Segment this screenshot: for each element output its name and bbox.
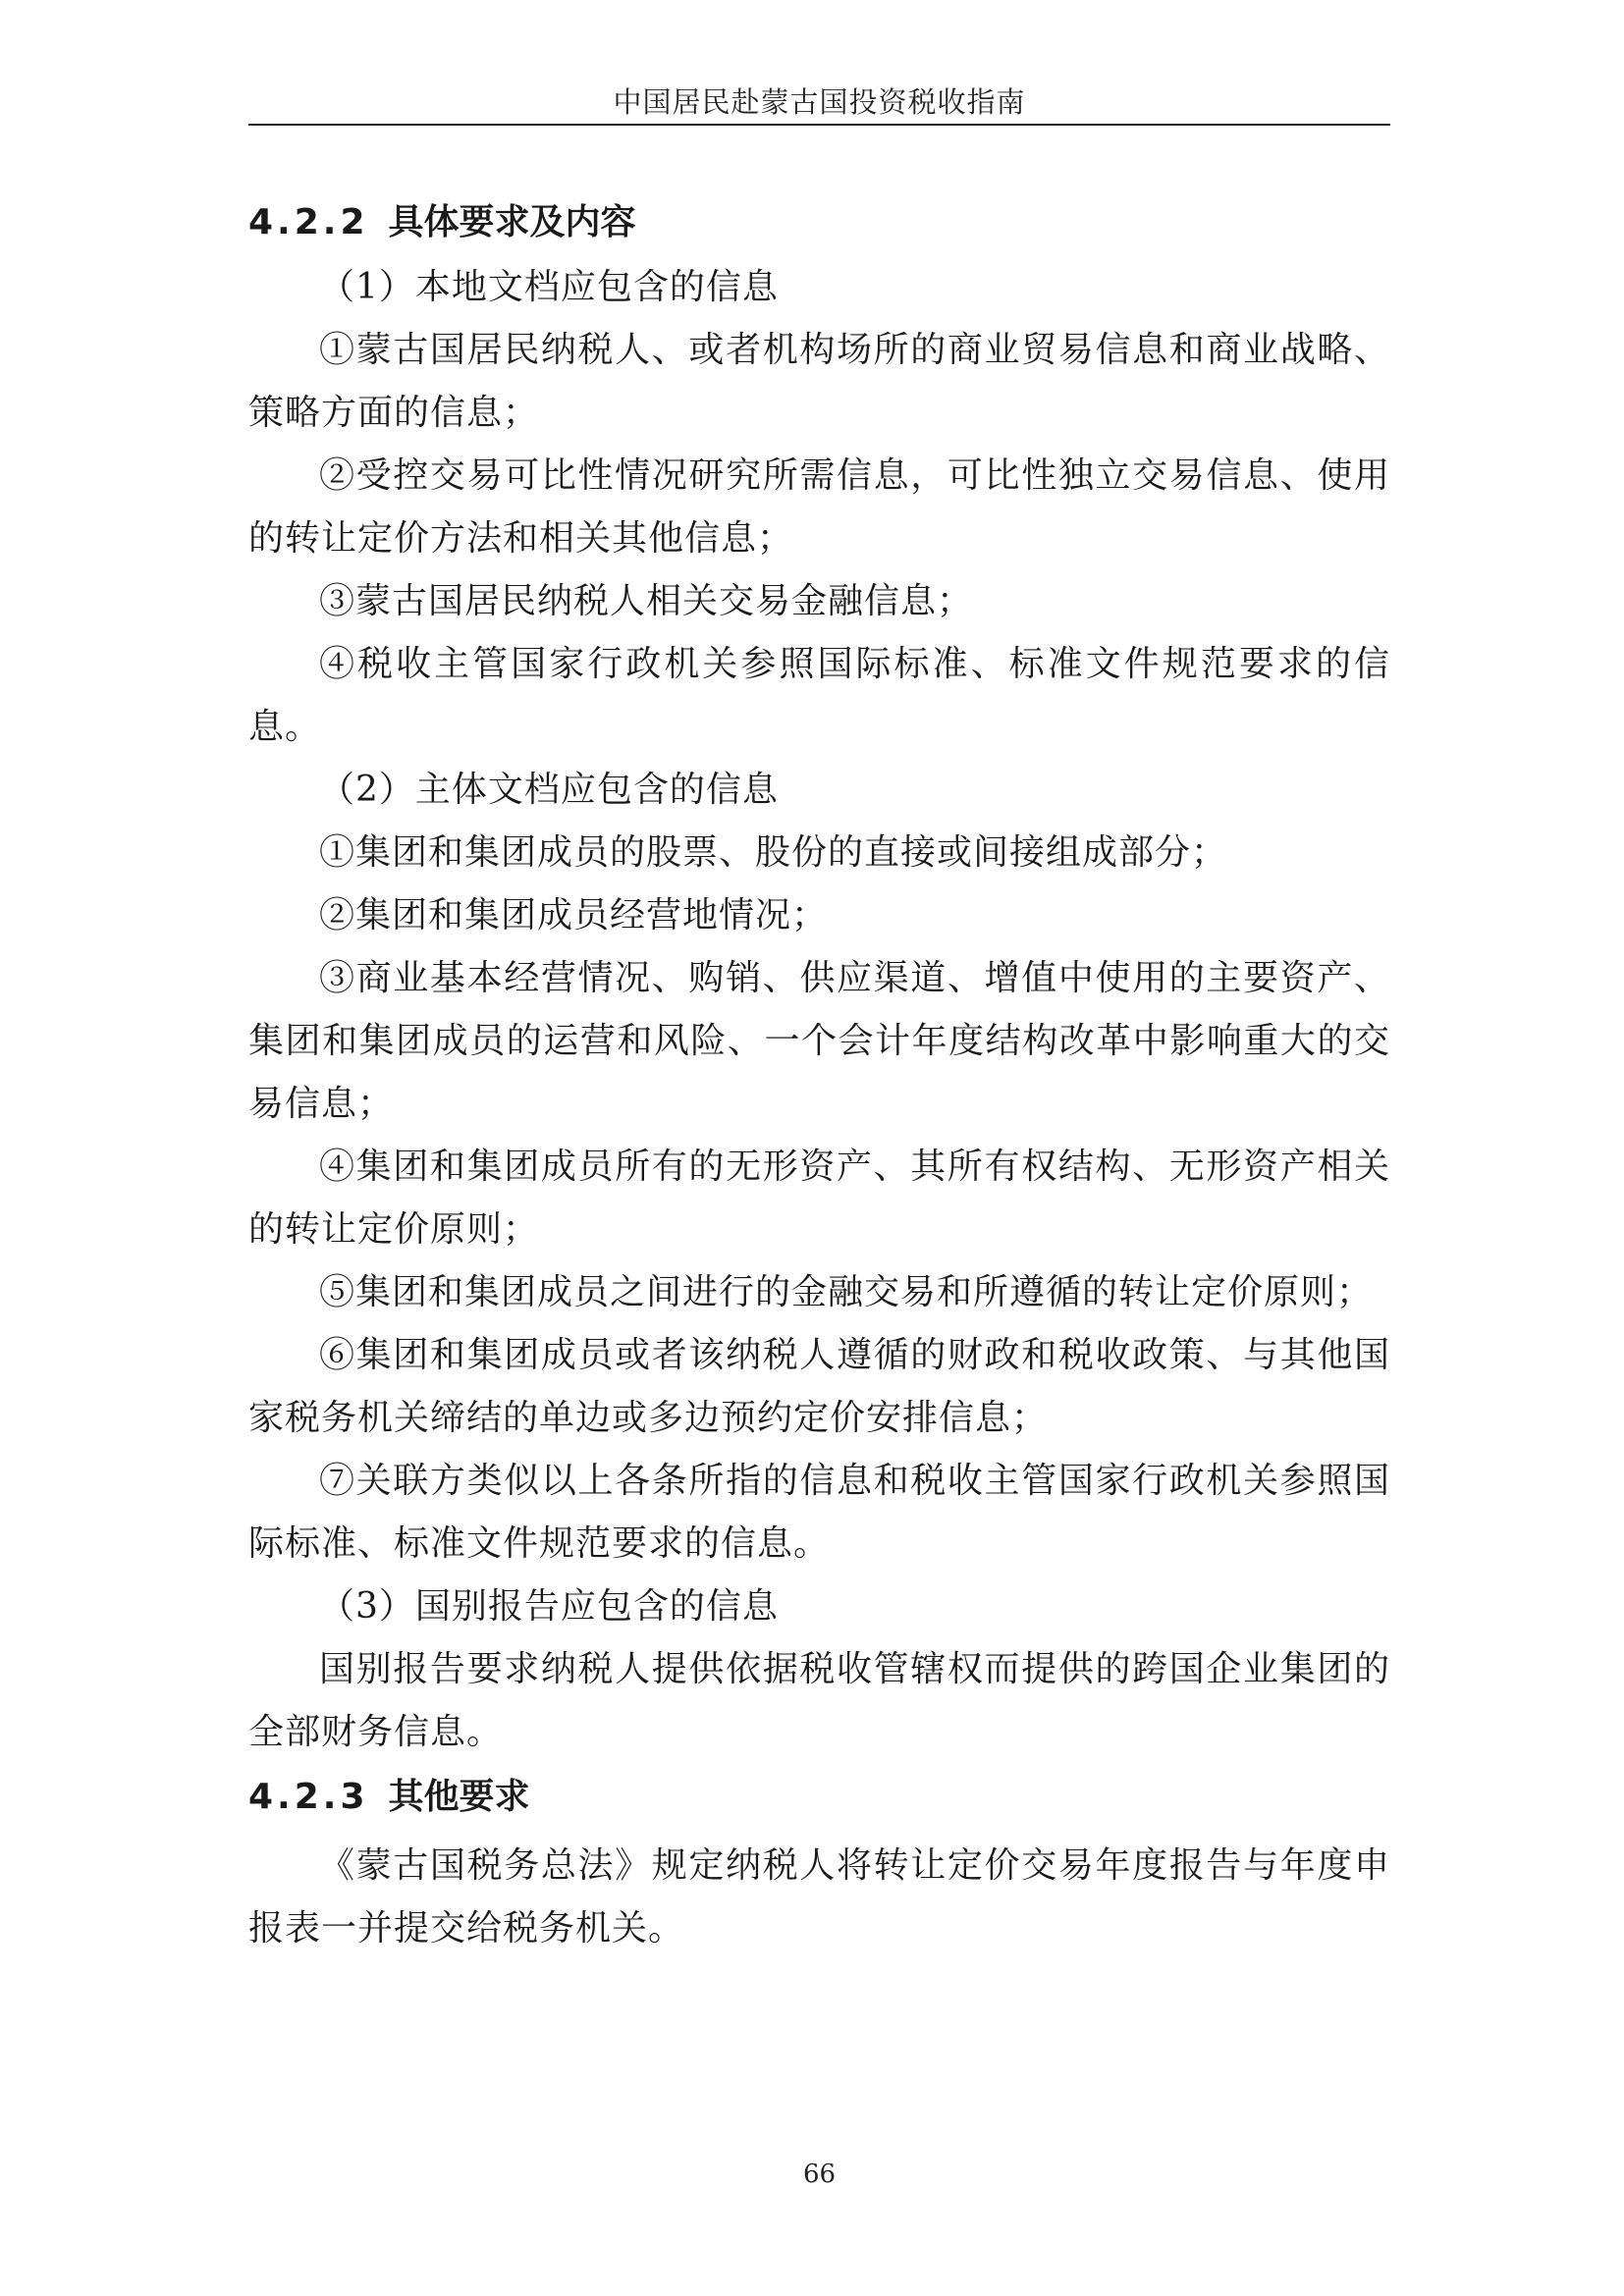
paragraph: （1）本地文档应包含的信息 bbox=[319, 267, 779, 307]
paragraph: （2）主体文档应包含的信息 bbox=[319, 770, 779, 810]
paragraph: ⑦关联方类似以上各条所指的信息和税收主管国家行政机关参照国际标准、标准文件规范要求的信息。 bbox=[248, 1461, 1390, 1564]
paragraph: ④集团和集团成员所有的无形资产、其所有权结构、无形资产相关的转让定价原则； bbox=[248, 1147, 1390, 1250]
paragraph: 《蒙古国税务总法》规定纳税人将转让定价交易年度报告与年度申报表一并提交给税务机关。 bbox=[248, 1845, 1390, 1949]
section-title: 其他要求 bbox=[388, 1777, 530, 1817]
section-number: 4.2.2 bbox=[248, 202, 369, 242]
page-number: 66 bbox=[802, 2160, 837, 2189]
section-number: 4.2.3 bbox=[248, 1777, 369, 1817]
section-title: 具体要求及内容 bbox=[388, 202, 636, 242]
running-header: 中国居民赴蒙古国投资税收指南 bbox=[613, 85, 1026, 119]
paragraph: ①集团和集团成员的股票、股份的直接或间接组成部分； bbox=[319, 832, 1228, 873]
paragraph: ⑤集团和集团成员之间进行的金融交易和所遵循的转让定价原则； bbox=[319, 1272, 1374, 1312]
header-divider bbox=[248, 124, 1390, 126]
paragraph: ②受控交易可比性情况研究所需信息，可比性独立交易信息、使用的转让定价方法和相关其他信息； bbox=[248, 455, 1390, 559]
paragraph: ②集团和集团成员经营地情况； bbox=[319, 895, 829, 935]
page-body bbox=[248, 191, 1390, 1960]
paragraph: ④税收主管国家行政机关参照国际标准、标准文件规范要求的信息。 bbox=[248, 644, 1390, 747]
paragraph: ⑥集团和集团成员或者该纳税人遵循的财政和税收政策、与其他国家税务机关缔结的单边或多边预约定价安排信息； bbox=[248, 1335, 1390, 1438]
paragraph: ③蒙古国居民纳税人相关交易金融信息； bbox=[319, 581, 974, 621]
paragraph: ①蒙古国居民纳税人、或者机构场所的商业贸易信息和商业战略、策略方面的信息； bbox=[248, 330, 1390, 433]
paragraph: （3）国别报告应包含的信息 bbox=[319, 1586, 779, 1627]
paragraph: 国别报告要求纳税人提供依据税收管辖权而提供的跨国企业集团的全部财务信息。 bbox=[248, 1649, 1390, 1752]
section-heading-4-2-2 bbox=[248, 191, 1390, 254]
section-heading-4-2-3 bbox=[248, 1766, 1390, 1829]
paragraph: ③商业基本经营情况、购销、供应渠道、增值中使用的主要资产、集团和集团成员的运营和风险、一个会计年度结构改革中影响重大的交易信息； bbox=[248, 958, 1390, 1124]
